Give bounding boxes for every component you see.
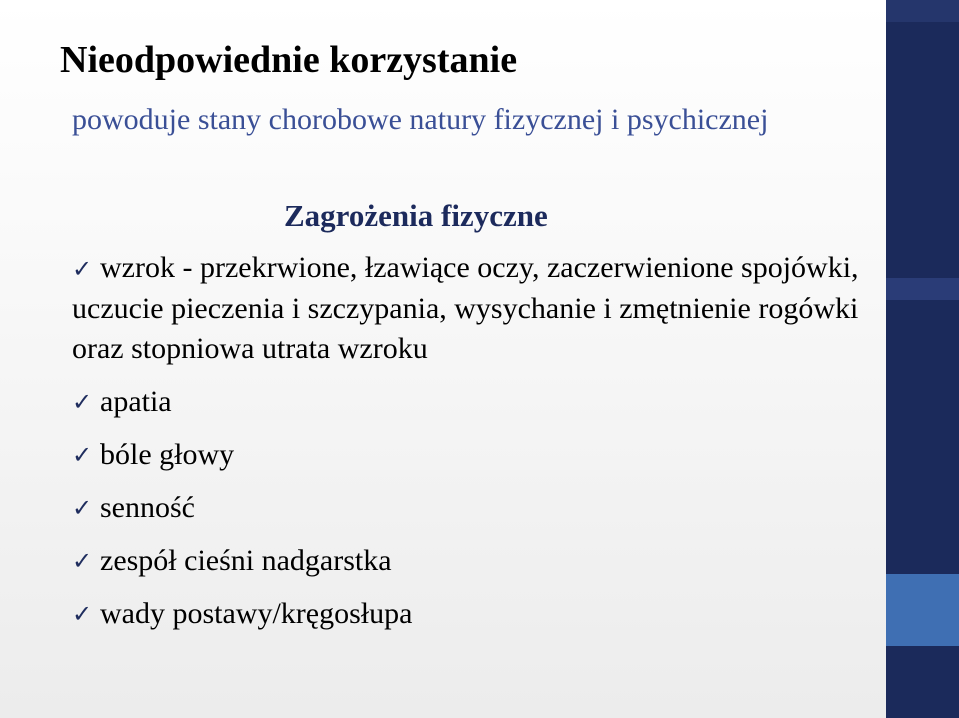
checkmark-icon: ✓ bbox=[72, 547, 93, 575]
decorative-side-block bbox=[886, 278, 959, 300]
slide-title: Nieodpowiednie korzystanie bbox=[60, 39, 518, 81]
bullet-text: wady postawy/kręgosłupa bbox=[100, 597, 413, 630]
decorative-side-block bbox=[886, 0, 959, 22]
bullet-item-headaches bbox=[72, 435, 872, 475]
bullet-item-apathy bbox=[72, 382, 872, 422]
bullet-text: zespół cieśni nadgarstka bbox=[100, 544, 392, 577]
bullet-text: senność bbox=[100, 491, 195, 524]
bullet-list bbox=[72, 248, 872, 647]
bullet-item-drowsiness bbox=[72, 488, 872, 528]
bullet-item-posture bbox=[72, 594, 872, 634]
section-heading: Zagrożenia fizyczne bbox=[284, 198, 548, 233]
checkmark-icon: ✓ bbox=[72, 388, 93, 416]
checkmark-icon: ✓ bbox=[72, 255, 93, 283]
bullet-text: wzrok - przekrwione, łzawiące oczy, zaczerwienione spojówki, uczucie pieczenia i szczypania, wysychanie i zmętnienie rogówki oraz stopniowa utrata wzroku bbox=[72, 251, 859, 365]
checkmark-icon: ✓ bbox=[72, 600, 93, 628]
decorative-side-block-accent bbox=[886, 574, 959, 646]
bullet-item-carpal-tunnel bbox=[72, 541, 872, 581]
bullet-item-vision bbox=[72, 248, 872, 369]
checkmark-icon: ✓ bbox=[72, 441, 93, 469]
checkmark-icon: ✓ bbox=[72, 494, 93, 522]
slide-subtitle: powoduje stany chorobowe natury fizycznej i psychicznej bbox=[72, 103, 769, 136]
bullet-text: bóle głowy bbox=[100, 438, 235, 471]
bullet-text: apatia bbox=[100, 385, 172, 418]
decorative-side-block bbox=[886, 646, 959, 718]
